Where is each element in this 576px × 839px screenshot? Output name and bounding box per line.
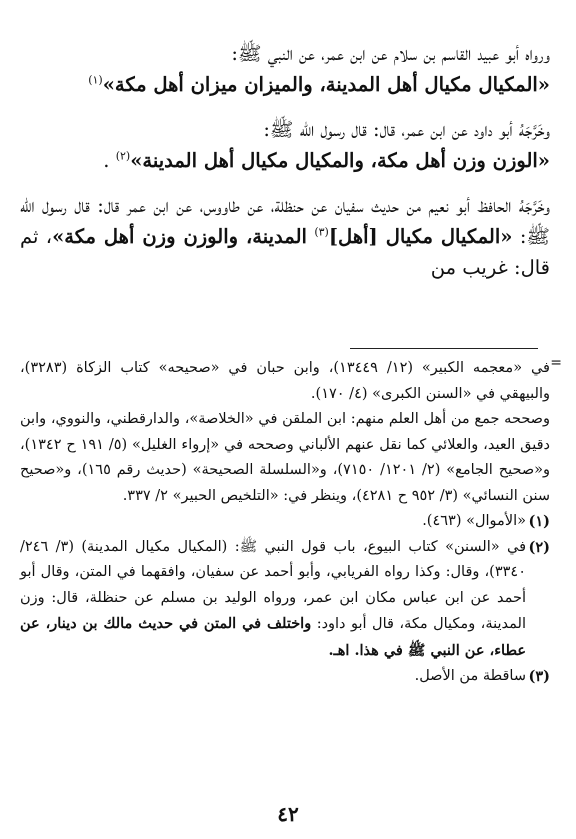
paragraph-1 bbox=[20, 38, 550, 100]
separator-line bbox=[350, 348, 538, 349]
footnote-2-lead: في «السنن» كتاب البيوع، باب قول النبي ﷺ: (المكيال مكيال المدينة) (٣/ ٢٤٦/ ٣٣٤٠)، وقال: وكذا رواه الفريابي، وأبو أحمد عن سفيان، وافقهما في المتن، وقال أبو أحمد عن ابن عباس مكان ابن عمر، ورواه الوليد بن مسلم عن حنظلة، قال: وزن المدينة، ومكيال مكة، قال أبو داود: bbox=[20, 538, 526, 632]
footnote-number: (١) bbox=[528, 513, 550, 530]
hadith-quote-1: «المكيال مكيال أهل المدينة، والميزان ميزان أهل مكة» bbox=[102, 73, 550, 96]
paragraph-3 bbox=[20, 190, 550, 283]
hadith-quote-3b: المدينة، والوزن وزن أهل مكة» bbox=[52, 225, 307, 248]
paragraph-3-part2: ، ثم قال: غريب من bbox=[20, 225, 550, 279]
footnote-ref-3[interactable]: (٣) bbox=[314, 225, 329, 239]
paragraph-2-intro: وخَرَّجَهُ أبو داود عن ابن عمر، قال: قال رسول الله ﷺ: bbox=[263, 118, 550, 141]
main-text bbox=[20, 38, 550, 297]
footnote-continuation-line-2: وصححه جمع من أهل العلم منهم: ابن الملقن في «الخلاصة»، والدارقطني، والنووي، وابن دقيق العيد، والعلائي كما نقل عنهم الألباني وصححه في «إرواء الغليل» (٥/ ١٩١ ح ١٣٤٢)، و«صحيح الجامع» (٢/ ١٢٠١/ ٧١٥٠)، و«السلسلة الصحيحة» (حديث رقم ١٦٥)، و«صحيح سنن النسائي» (٣/ ٩٥٢ ح ٤٢٨١)، وينظر في: «التلخيص الحبير» ٢/ ٣٣٧. bbox=[20, 411, 551, 504]
footnotes bbox=[20, 356, 550, 690]
footnote-text: «الأموال» (٤٦٣). bbox=[422, 513, 526, 529]
footnote-2-bold: واختلف في المتن في حديث مالك بن دينار، عن عطاء، عن النبي ﷺ في هذا. اهـ. bbox=[20, 615, 526, 659]
footnote-continuation-line-1: في «معجمه الكبير» (١٢/ ١٣٤٤٩)، وابن حبان في «صحيحه» كتاب الزكاة (٣٢٨٣)، والبيهقي في «السنن الكبرى» (٤/ ١٧٠). bbox=[20, 360, 550, 402]
footnote-number: (٣) bbox=[528, 668, 550, 685]
paragraph-1-intro: ورواه أبو عبيد القاسم بن سلام عن ابن عمر، عن النبي ﷺ: bbox=[231, 42, 550, 65]
footnote-text bbox=[20, 535, 526, 665]
paragraph-2-end: . bbox=[103, 149, 110, 172]
paragraph-2 bbox=[20, 114, 550, 176]
continuation-mark: = bbox=[550, 355, 562, 371]
footnote-number: (٢) bbox=[528, 538, 550, 556]
hadith-quote-3a: «المكيال مكيال [أهل] bbox=[328, 225, 513, 248]
footnote-3 bbox=[20, 664, 550, 690]
footnote-ref-2[interactable]: (٢) bbox=[115, 149, 131, 163]
footnote-2 bbox=[20, 535, 550, 665]
footnote-1 bbox=[20, 509, 550, 535]
footnote-ref-1[interactable]: (١) bbox=[88, 73, 103, 87]
page-number: ٤٢ bbox=[277, 802, 299, 826]
paragraph-3-part1: وخَرَّجَهُ الحافظ أبو نعيم من حديث سفيان عن حنظلة، عن طاووس، عن ابن عمر قال: قال رسول الله ﷺ: bbox=[20, 194, 550, 248]
footnote-text: ساقطة من الأصل. bbox=[414, 668, 526, 684]
hadith-quote-2: «الوزن وزن أهل مكة، والمكيال مكيال أهل المدينة» bbox=[130, 149, 550, 172]
